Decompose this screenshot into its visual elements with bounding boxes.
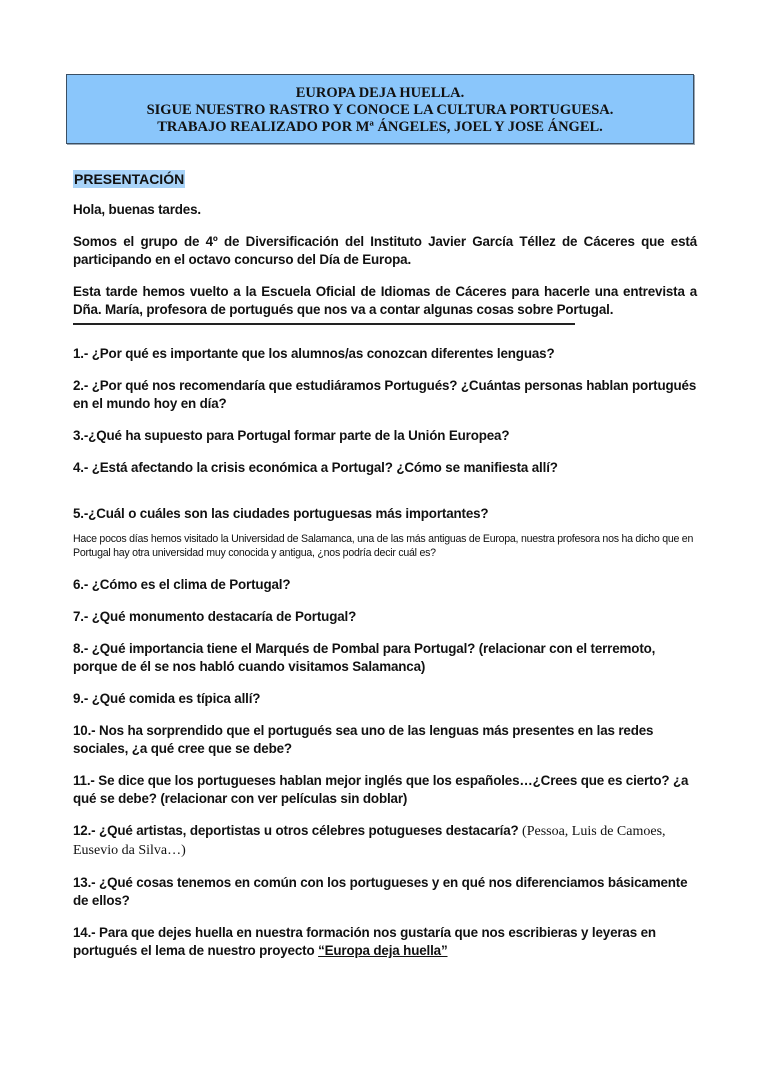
- question-11: 11.- Se dice que los portugueses hablan mejor inglés que los españoles…¿Crees que es cierto? ¿a qué se debe? (relacionar con ver películas sin doblar): [73, 773, 689, 806]
- question-10: 10.- Nos ha sorprendido que el portugués sea uno de las lenguas más presentes en las redes sociales, ¿a qué cree que se debe?: [73, 723, 654, 756]
- question-7: 7.- ¿Qué monumento destacaría de Portugal?: [73, 609, 357, 624]
- question-2: 2.- ¿Por qué nos recomendaría que estudiáramos Portugués? ¿Cuántas personas hablan portugués en el mundo hoy en día?: [73, 378, 697, 411]
- question-12-text: 12.- ¿Qué artistas, deportistas u otros célebres potugueses destacaría?: [73, 823, 519, 838]
- question-9: 9.- ¿Qué comida es típica allí?: [73, 691, 261, 706]
- divider-line: [73, 323, 575, 325]
- question-12: [73, 822, 697, 860]
- side-note: Hace pocos días hemos visitado la Universidad de Salamanca, una de las más antiguas de Europa, nuestra profesora nos ha dicho que en Portugal hay otra universidad muy conocida y antigua, ¿nos podría decir cuál es?: [73, 533, 694, 559]
- project-motto: “Europa deja huella”: [318, 943, 448, 958]
- question-13: 13.- ¿Qué cosas tenemos en común con los portugueses y en qué nos diferenciamos básicamente de ellos?: [73, 875, 688, 908]
- question-5: 5.-¿Cuál o cuáles son las ciudades portuguesas más importantes?: [73, 506, 489, 521]
- title-line-3: TRABAJO REALIZADO POR Mª ÁNGELES, JOEL Y JOSE ÁNGEL.: [157, 119, 603, 135]
- question-14-text: 14.- Para que dejes huella en nuestra formación nos gustaría que nos escribieras y leyeras en portugués el lema de nuestro proyecto: [73, 925, 656, 958]
- question-6: 6.- ¿Cómo es el clima de Portugal?: [73, 577, 291, 592]
- question-12-note: (Pessoa, Luis de Camoes, Eusevio da Silva…): [73, 824, 666, 858]
- title-box: [66, 74, 694, 144]
- title-line-2: SIGUE NUESTRO RASTRO Y CONOCE LA CULTURA PORTUGUESA.: [146, 102, 614, 118]
- question-14: [73, 924, 697, 960]
- question-1: 1.- ¿Por qué es importante que los alumnos/as conozcan diferentes lenguas?: [73, 346, 555, 361]
- document-body: [73, 170, 697, 974]
- question-3: 3.-¿Qué ha supuesto para Portugal formar parte de la Unión Europea?: [73, 428, 510, 443]
- intro-paragraph-2: Esta tarde hemos vuelto a la Escuela Oficial de Idiomas de Cáceres para hacerle una entrevista a Dña. María, profesora de portugués que nos va a contar algunas cosas sobre Portugal.: [73, 284, 697, 317]
- question-8: 8.- ¿Qué importancia tiene el Marqués de Pombal para Portugal? (relacionar con el terremoto, porque de él se nos habló cuando visitamos Salamanca): [73, 641, 656, 674]
- intro-paragraph-1: Somos el grupo de 4º de Diversificación del Instituto Javier García Téllez de Cáceres que está participando en el octavo concurso del Día de Europa.: [73, 234, 697, 267]
- question-4: 4.- ¿Está afectando la crisis económica a Portugal? ¿Cómo se manifiesta allí?: [73, 460, 558, 475]
- section-heading: PRESENTACIÓN: [74, 171, 185, 187]
- greeting: Hola, buenas tardes.: [73, 202, 201, 217]
- title-line-1: EUROPA DEJA HUELLA.: [295, 85, 465, 101]
